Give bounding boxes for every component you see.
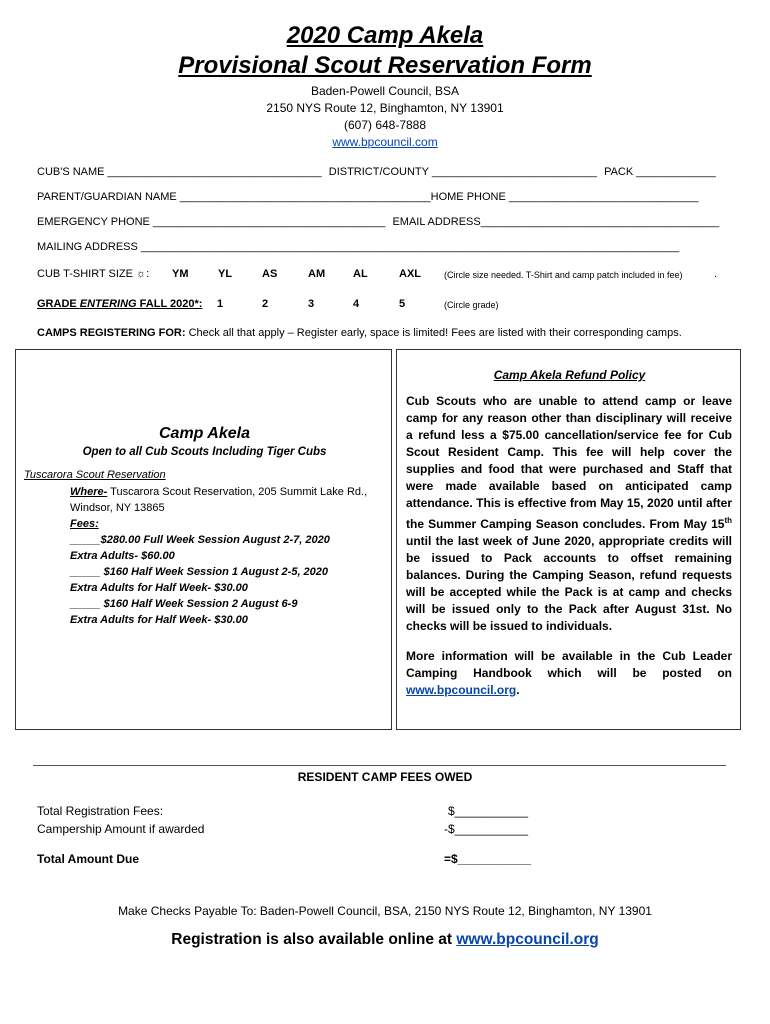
council-address: 2150 NYS Route 12, Binghamton, NY 13901 [266,101,504,115]
fees-owed-heading: RESIDENT CAMP FEES OWED [297,770,473,784]
tshirt-label: CUB T-SHIRT SIZE ☼: [37,268,150,280]
grade-label: GRADE ENTERING FALL 2020*: [37,298,203,310]
fee-extra-adults: Extra Adults- $60.00 [70,550,175,562]
email-field[interactable]: EMAIL ADDRESS_______________________________________ [392,216,720,228]
council-website-row [0,135,770,149]
tshirt-size-option[interactable]: AM [308,268,326,280]
online-registration-text: Registration is also available online at www.bpcouncil.org [171,931,599,948]
total-due-label: Total Amount Due [37,852,139,866]
grade-option[interactable]: 1 [217,298,224,310]
fee-option-half-week-2[interactable]: _____ $160 Half Week Session 2 August 6-9 [70,598,298,610]
pack-field[interactable]: PACK _____________ [604,166,716,178]
fee-option-half-week-1[interactable]: _____ $160 Half Week Session 1 August 2-5, 2020 [70,566,329,578]
grade-note: (Circle grade) [444,300,499,310]
district-field[interactable]: DISTRICT/COUNTY ___________________________ [328,166,598,178]
online-registration-link[interactable]: www.bpcouncil.org [456,931,599,948]
tshirt-size-option[interactable]: AL [353,268,368,280]
camps-registering-row [37,327,682,339]
where-text: Tuscarora Scout Reservation, 205 Summit Lake Rd., [107,486,368,498]
grade-option[interactable]: 3 [308,298,315,310]
where-label: Where- [70,486,108,498]
fee-option-full-week[interactable]: _____$280.00 Full Week Session August 2-7, 2020 [70,534,330,546]
checks-payable-text: Make Checks Payable To: Baden-Powell Council, BSA, 2150 NYS Route 12, Binghamton, NY 13901 [118,904,652,918]
camp-name: Camp Akela [159,425,250,442]
fee-extra-adults-half-2: Extra Adults for Half Week- $30.00 [70,614,248,626]
tshirt-note: (Circle size needed. T-Shirt and camp patch included in fee) [444,270,683,280]
grade-row [37,298,737,314]
council-name: Baden-Powell Council, BSA [310,84,460,98]
section-divider [33,765,726,766]
emergency-phone-field[interactable]: EMERGENCY PHONE ______________________________________ [37,216,386,228]
cubs-name-row [37,166,716,178]
form-title-line1: 2020 Camp Akela [286,22,484,49]
camp-location [70,486,367,498]
parent-row [37,191,699,203]
mailing-address-field[interactable]: MAILING ADDRESS ________________________________________________________________________________________ [37,241,680,253]
campership-field[interactable]: -$___________ [444,822,529,836]
handbook-link[interactable]: www.bpcouncil.org [406,683,517,697]
grade-option[interactable]: 5 [399,298,406,310]
tshirt-note-dot: . [714,268,718,280]
grade-option[interactable]: 4 [353,298,360,310]
tshirt-size-option[interactable]: YM [172,268,189,280]
fee-extra-adults-half: Extra Adults for Half Week- $30.00 [70,582,248,594]
refund-policy-box [396,349,741,730]
reservation-name: Tuscarora Scout Reservation [24,469,166,481]
refund-policy-text: Cub Scouts who are unable to attend camp or leave camp for any reason other than disciplinary will receive a refund less a $75.00 cancellation/service fee for Cub Scout Resident Camp. This fee will help cover the supplies and food that were purchased and Staff that were made available based on anticipated camp attendance. This is effective from May 15, 2020 until after the Summer Camping Season concludes. From May 15th until the last week of June 2020, appropriate credits will be issued to Pack accounts to offset remaining balances. During the Camping Season, refund requests will be accepted while the Pack is at camp and checks will be issued only to the Pack after August 31st. No checks will be issued to individuals. [406,394,732,633]
tshirt-size-option[interactable]: AXL [399,268,421,280]
fees-label: Fees: [70,518,99,530]
total-due-field[interactable]: =$___________ [444,852,532,866]
council-phone: (607) 648-7888 [343,118,427,132]
tshirt-size-option[interactable]: AS [262,268,278,280]
more-info-text: More information will be available in the Cub Leader Camping Handbook which will be posted on www.bpcouncil.org. [406,649,732,697]
form-title-line2: Provisional Scout Reservation Form [178,52,592,79]
camps-registering-text: Check all that apply – Register early, space is limited! Fees are listed with their corresponding camps. [185,327,682,339]
refund-policy-heading: Camp Akela Refund Policy [493,368,646,382]
campership-label: Campership Amount if awarded [37,822,205,836]
cubs-name-field[interactable]: CUB'S NAME ___________________________________ [37,166,322,178]
mailing-row [37,241,679,253]
tshirt-size-option[interactable]: YL [218,268,233,280]
camp-akela-box [15,349,392,730]
camp-city: Windsor, NY 13865 [70,502,165,514]
grade-option[interactable]: 2 [262,298,269,310]
tshirt-row [37,268,737,284]
emergency-row [37,216,719,228]
council-website-link[interactable]: www.bpcouncil.com [332,135,438,149]
camp-subtitle: Open to all Cub Scouts Including Tiger Cubs [82,446,327,458]
total-registration-field[interactable]: $___________ [448,804,529,818]
total-registration-label: Total Registration Fees: [37,804,164,818]
camps-registering-label: CAMPS REGISTERING FOR: [37,327,186,339]
parent-phone-field[interactable]: PARENT/GUARDIAN NAME _________________________________________HOME PHONE _______________________________ [37,191,699,203]
